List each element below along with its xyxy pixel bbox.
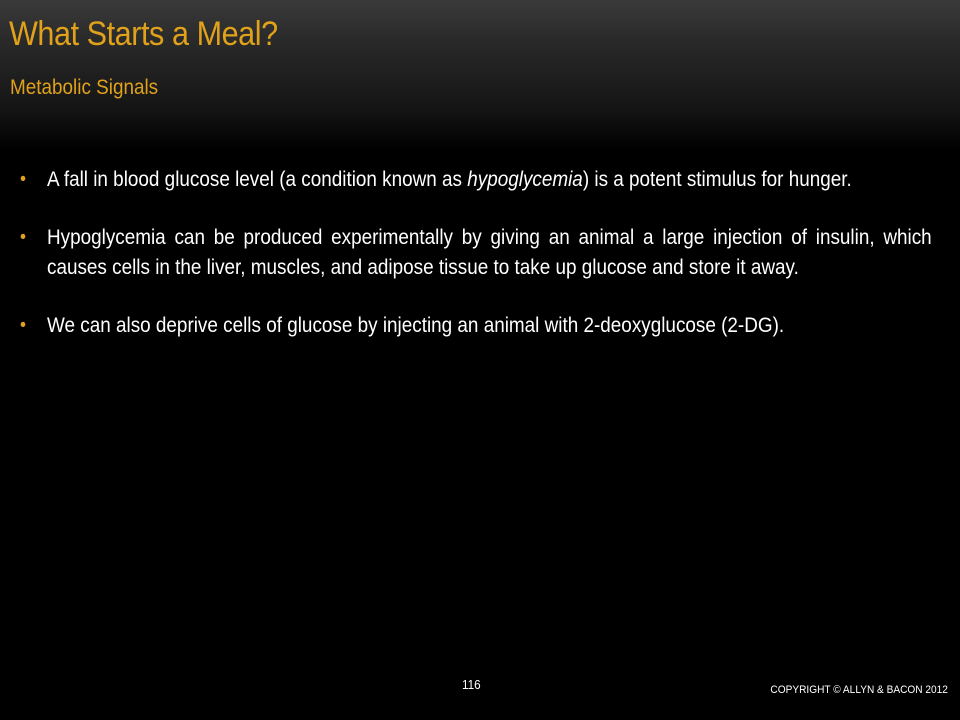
bullet-item	[20, 223, 932, 283]
copyright-notice: COPYRIGHT © ALLYN & BACON 2012	[770, 684, 948, 696]
bullet-emphasis: hypoglycemia	[467, 168, 583, 191]
bullet-icon: •	[20, 315, 26, 336]
bullet-text: A fall in blood glucose level (a condition known as hypoglycemia) is a potent stimulus for hunger.	[47, 168, 852, 191]
slide-subtitle: Metabolic Signals	[10, 76, 159, 99]
page-number: 116	[462, 677, 481, 692]
bullet-icon: •	[20, 227, 26, 248]
bullet-icon: •	[20, 169, 26, 190]
bullet-list	[20, 165, 932, 369]
bullet-item	[20, 311, 932, 341]
slide-title: What Starts a Meal?	[9, 15, 278, 53]
bullet-item	[20, 165, 932, 195]
bullet-text: We can also deprive cells of glucose by injecting an animal with 2-deoxyglucose (2-DG).	[47, 314, 785, 337]
bullet-text: Hypoglycemia can be produced experimentally by giving an animal a large injection of insulin, which causes cells in the liver, muscles, and adipose tissue to take up glucose and store it away.	[47, 226, 932, 279]
